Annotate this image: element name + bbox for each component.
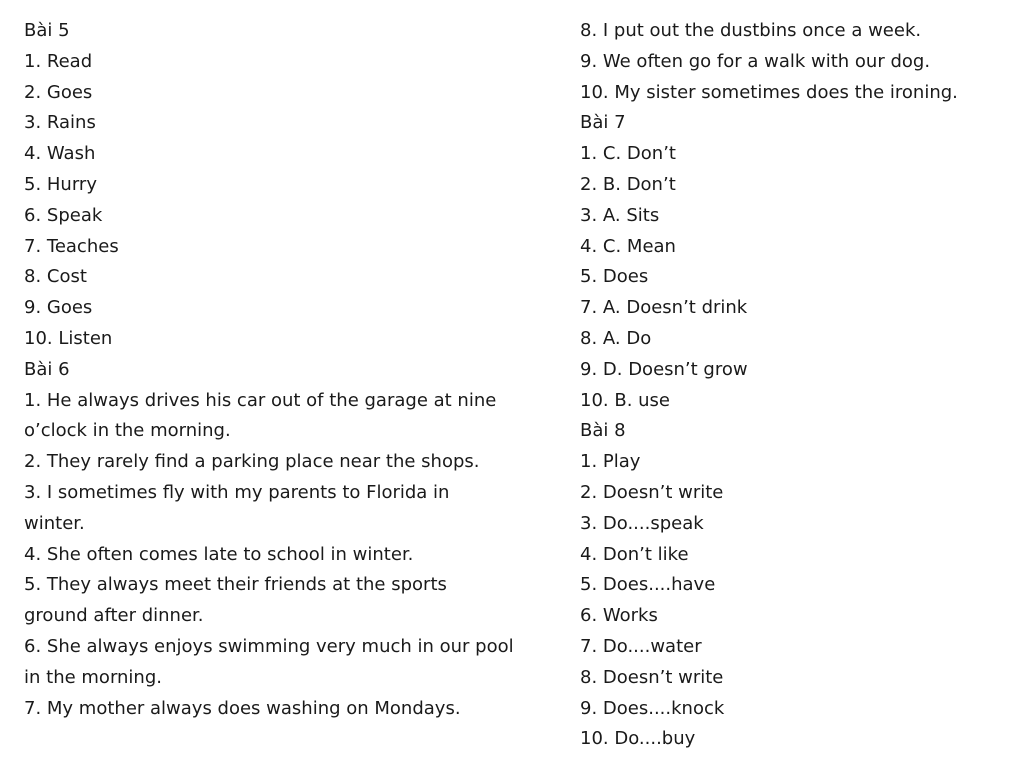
answer-line: 3. Rains — [24, 112, 96, 134]
answer-line: 4. She often comes late to school in winter. — [24, 543, 414, 565]
answer-line: 6. Works — [580, 605, 658, 627]
answer-line: 8. A. Do — [580, 327, 652, 349]
right-column — [580, 16, 1000, 755]
answer-line: 8. I put out the dustbins once a week. — [580, 20, 922, 41]
answer-line: 6. She always enjoys swimming very much in our pool — [24, 635, 514, 657]
section-heading-bai-7: Bài 7 — [580, 112, 626, 134]
answer-line: 1. C. Don’t — [580, 143, 676, 165]
answer-line: o’clock in the morning. — [24, 420, 231, 442]
answer-line: 4. Don’t like — [580, 543, 689, 565]
answer-line: 10. Listen — [24, 327, 113, 349]
answer-line: 5. Does — [580, 266, 649, 288]
answer-line: 10. My sister sometimes does the ironing. — [580, 81, 958, 103]
answer-line: 5. Hurry — [24, 173, 97, 195]
answer-line: 2. Doesn’t write — [580, 481, 724, 503]
answer-line: 2. Goes — [24, 81, 93, 103]
answer-line: 7. My mother always does washing on Mondays. — [24, 697, 461, 719]
answer-line: 1. He always drives his car out of the garage at nine — [24, 389, 497, 411]
answer-line: 4. C. Mean — [580, 235, 676, 257]
answer-line: 9. Goes — [24, 297, 93, 319]
answer-line: 8. Doesn’t write — [580, 666, 724, 688]
answer-line: 3. A. Sits — [580, 204, 660, 226]
answer-line: 1. Read — [24, 50, 93, 72]
answer-line: 10. B. use — [580, 389, 670, 411]
answer-line: 5. They always meet their friends at the sports — [24, 574, 447, 596]
answer-line: 7. Do....water — [580, 635, 702, 657]
answer-line: 2. They rarely find a parking place near the shops. — [24, 451, 480, 473]
answer-line: 4. Wash — [24, 143, 96, 165]
answer-line: 9. We often go for a walk with our dog. — [580, 50, 931, 72]
answer-line: 7. Teaches — [24, 235, 119, 257]
answer-line: 6. Speak — [24, 204, 103, 226]
answer-line: 2. B. Don’t — [580, 173, 676, 195]
answer-line: 5. Does....have — [580, 574, 716, 596]
answer-line: winter. — [24, 512, 85, 534]
answer-line: 3. I sometimes fly with my parents to Florida in — [24, 481, 450, 503]
answer-line: 9. Does....knock — [580, 697, 725, 719]
answer-line: 10. Do....buy — [580, 728, 696, 750]
section-heading-bai-5: Bài 5 — [24, 20, 70, 41]
answer-line: in the morning. — [24, 666, 162, 688]
section-heading-bai-8: Bài 8 — [580, 420, 626, 442]
answer-line: 3. Do....speak — [580, 512, 704, 534]
answer-line: 1. Play — [580, 451, 641, 473]
answer-line: ground after dinner. — [24, 605, 204, 627]
left-column — [24, 16, 544, 724]
answer-line: 9. D. Doesn’t grow — [580, 358, 748, 380]
section-heading-bai-6: Bài 6 — [24, 358, 70, 380]
answer-line: 7. A. Doesn’t drink — [580, 297, 748, 319]
answer-line: 8. Cost — [24, 266, 87, 288]
